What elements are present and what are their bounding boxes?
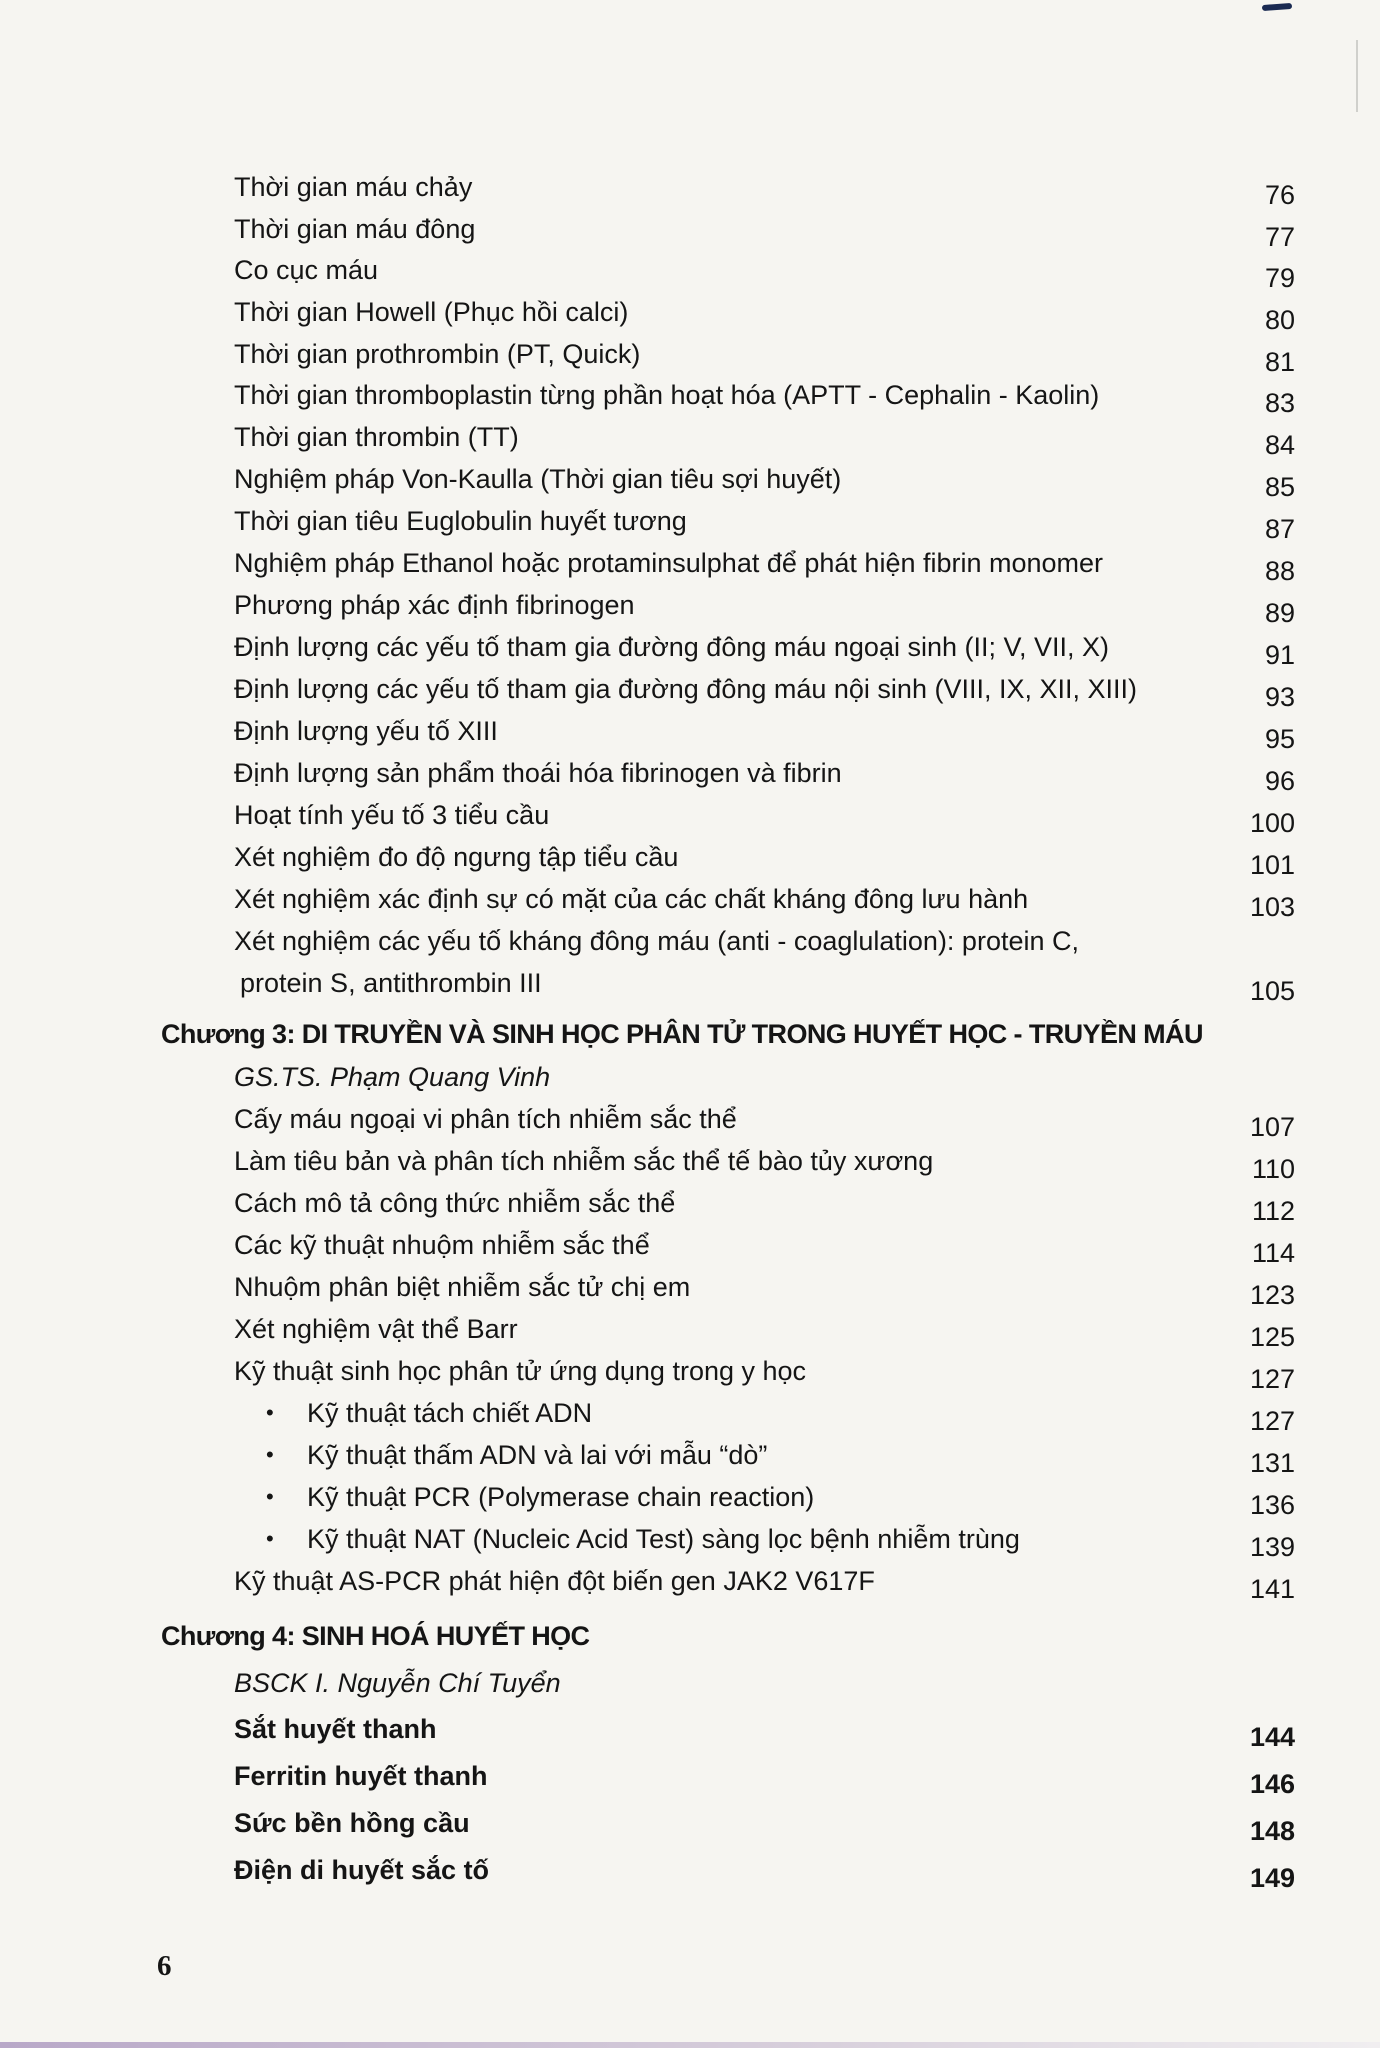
toc-entry-page: 149 [1249, 1863, 1295, 1893]
toc-entry-title: Kỹ thuật tách chiết ADN [307, 1398, 593, 1428]
toc-entry-title: Phương pháp xác định fibrinogen [234, 590, 635, 620]
toc-entry-page: 112 [1251, 1196, 1295, 1226]
toc-entry-title: Cấy máu ngoại vi phân tích nhiễm sắc thể [234, 1104, 737, 1134]
toc-entry-page: 100 [1249, 808, 1295, 838]
chapter-title: Chương 4: SINH HOÁ HUYẾT HỌC [161, 1621, 590, 1651]
toc-entry-page: 95 [1264, 724, 1295, 754]
chapter-title: Chương 3: DI TRUYỀN VÀ SINH HỌC PHÂN TỬ TRONG HUYẾT HỌC - TRUYỀN MÁU [161, 1019, 1203, 1049]
toc-entry-page: 83 [1264, 388, 1295, 418]
page-number: 6 [157, 1950, 172, 1982]
toc-entry-title: Nhuộm phân biệt nhiễm sắc tử chị em [234, 1272, 691, 1302]
toc-entry-title: Kỹ thuật PCR (Polymerase chain reaction) [307, 1482, 815, 1512]
toc-entry-title: Kỹ thuật sinh học phân tử ứng dụng trong y học [234, 1356, 807, 1386]
toc-entry-page: 110 [1251, 1154, 1295, 1184]
toc-entry-page: 114 [1251, 1238, 1295, 1268]
toc-entry-page: 81 [1264, 347, 1295, 377]
toc-entry-page: 123 [1249, 1280, 1295, 1310]
toc-entry-page: 77 [1264, 222, 1295, 252]
toc-entry-title: Xét nghiệm các yếu tố kháng đông máu (anti - coaglulation): protein C, [234, 926, 1079, 956]
toc-entry-title: Hoạt tính yếu tố 3 tiểu cầu [234, 800, 550, 830]
toc-entry-page: 139 [1249, 1532, 1295, 1562]
toc-entry-page: 85 [1264, 472, 1295, 502]
toc-entry-title: Ferritin huyết thanh [234, 1761, 488, 1791]
toc-entry-title: Xét nghiệm đo độ ngưng tập tiểu cầu [234, 842, 679, 872]
toc-entry-page: 136 [1249, 1490, 1295, 1520]
toc-entry-page: 91 [1264, 640, 1295, 670]
scan-bottom-edge [0, 2042, 1380, 2048]
bullet-icon: • [266, 1526, 274, 1551]
toc-entry-title: Thời gian Howell (Phục hồi calci) [234, 297, 629, 327]
author-name: GS.TS. Phạm Quang Vinh [234, 1062, 551, 1092]
bullet-icon: • [266, 1442, 274, 1467]
toc-entry-title: Co cục máu [234, 255, 379, 285]
toc-entry-title: Kỹ thuật thấm ADN và lai với mẫu “dò” [307, 1440, 768, 1470]
toc-entry-page: 96 [1264, 766, 1295, 796]
toc-entry-title: protein S, antithrombin III [240, 968, 542, 998]
toc-entry-page: 89 [1264, 598, 1295, 628]
toc-entry-title: Định lượng các yếu tố tham gia đường đông máu nội sinh (VIII, IX, XII, XIII) [234, 674, 1137, 704]
toc-entry-title: Thời gian thrombin (TT) [234, 422, 519, 452]
toc-entry-page: 87 [1264, 514, 1295, 544]
bullet-icon: • [266, 1484, 274, 1509]
toc-entry-page: 88 [1264, 556, 1295, 586]
author-name: BSCK I. Nguyễn Chí Tuyển [234, 1668, 561, 1698]
toc-entry-page: 146 [1249, 1769, 1295, 1799]
toc-entry-page: 125 [1249, 1322, 1295, 1352]
toc-entry-title: Thời gian máu chảy [234, 172, 473, 202]
toc-entry-page: 103 [1249, 892, 1295, 922]
toc-entry-page: 80 [1264, 305, 1295, 335]
toc-entry-page: 148 [1249, 1816, 1295, 1846]
toc-entry-page: 93 [1264, 682, 1295, 712]
toc-entry-title: Định lượng yếu tố XIII [234, 716, 498, 746]
toc-entry-title: Thời gian tiêu Euglobulin huyết tương [234, 506, 687, 536]
bullet-icon: • [266, 1400, 274, 1425]
toc-entry-page: 84 [1264, 430, 1295, 460]
toc-entry-page: 105 [1249, 976, 1295, 1006]
toc-entry-page: 131 [1249, 1448, 1295, 1478]
toc-entry-title: Nghiệm pháp Ethanol hoặc protaminsulphat để phát hiện fibrin monomer [234, 548, 1104, 578]
toc-entry-title: Định lượng sản phẩm thoái hóa fibrinogen và fibrin [234, 758, 842, 788]
toc-entry-title: Kỹ thuật NAT (Nucleic Acid Test) sàng lọc bệnh nhiễm trùng [307, 1524, 1020, 1554]
toc-entry-title: Xét nghiệm xác định sự có mặt của các chất kháng đông lưu hành [234, 884, 1029, 914]
toc-entry-title: Nghiệm pháp Von-Kaulla (Thời gian tiêu sợi huyết) [234, 464, 842, 494]
toc-entry-title: Sức bền hồng cầu [234, 1808, 470, 1838]
toc-entry-title: Kỹ thuật AS-PCR phát hiện đột biến gen JAK2 V617F [234, 1566, 875, 1596]
toc-entry-title: Cách mô tả công thức nhiễm sắc thể [234, 1188, 676, 1218]
toc-entry-title: Các kỹ thuật nhuộm nhiễm sắc thể [234, 1230, 650, 1260]
toc-entry-title: Thời gian máu đông [234, 214, 476, 244]
toc-entry-page: 141 [1249, 1574, 1295, 1604]
toc-entry-page: 127 [1249, 1406, 1295, 1436]
toc-entry-page: 107 [1249, 1112, 1295, 1142]
toc-entry-title: Thời gian prothrombin (PT, Quick) [234, 339, 641, 369]
toc-entry-page: 101 [1249, 850, 1295, 880]
toc-entry-page: 76 [1264, 180, 1295, 210]
toc-entry-title: Định lượng các yếu tố tham gia đường đông máu ngoại sinh (II; V, VII, X) [234, 632, 1110, 662]
toc-entry-title: Xét nghiệm vật thể Barr [234, 1314, 518, 1344]
toc-entry-page: 79 [1264, 263, 1295, 293]
toc-entry-title: Thời gian thromboplastin từng phần hoạt hóa (APTT - Cephalin - Kaolin) [234, 380, 1100, 410]
toc-entry-page: 144 [1249, 1722, 1295, 1752]
toc-entry-title: Điện di huyết sắc tố [234, 1855, 490, 1885]
toc-entry-title: Sắt huyết thanh [234, 1714, 437, 1744]
toc-entry-title: Làm tiêu bản và phân tích nhiễm sắc thể tế bào tủy xương [234, 1146, 934, 1176]
toc-entry-page: 127 [1249, 1364, 1295, 1394]
